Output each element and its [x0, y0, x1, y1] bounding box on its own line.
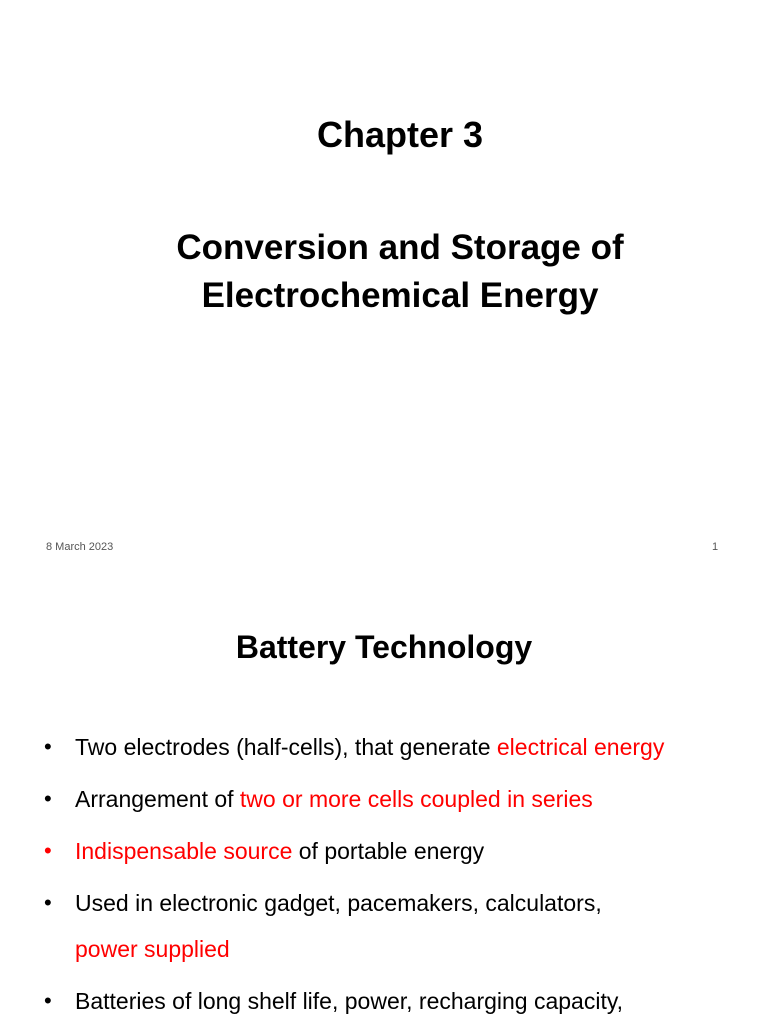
bullet-marker: •	[44, 786, 52, 811]
bullet-item	[0, 828, 768, 874]
bullet-item	[0, 724, 768, 770]
bullet-marker: •	[44, 838, 52, 863]
bullet-item	[0, 880, 768, 972]
bullet-marker: •	[44, 890, 52, 915]
bullet-highlight: two or more cells coupled in series	[239, 786, 593, 812]
bullet-text: Arrangement of	[75, 786, 240, 812]
bullet-marker: •	[44, 988, 52, 1013]
bullet-highlight: Indispensable source	[75, 838, 293, 864]
bullet-item	[0, 978, 768, 1024]
bullet-text: of portable energy	[292, 838, 485, 864]
subtitle-line-1: Conversion and Storage of	[176, 228, 624, 267]
bullet-list	[0, 724, 768, 1024]
bullet-item	[0, 776, 768, 822]
chapter-heading: Chapter 3	[316, 114, 484, 155]
chapter-subtitle	[0, 224, 768, 320]
bullet-highlight: power supplied	[75, 936, 230, 962]
slide-title: Battery Technology	[235, 629, 533, 665]
slide-date: 8 March 2023	[46, 541, 114, 553]
slide-page-number: 1	[712, 541, 719, 553]
bullet-text: Two electrodes (half-cells), that generate	[75, 734, 497, 760]
subtitle-line-2: Electrochemical Energy	[201, 276, 599, 315]
battery-technology-slide	[0, 576, 768, 1024]
bullet-text: Used in electronic gadget, pacemakers, calculators,	[75, 890, 602, 916]
bullet-highlight: electrical energy	[496, 734, 665, 760]
bullet-text: Batteries of long shelf life, power, recharging capacity,	[75, 988, 624, 1014]
bullet-marker: •	[44, 734, 52, 759]
